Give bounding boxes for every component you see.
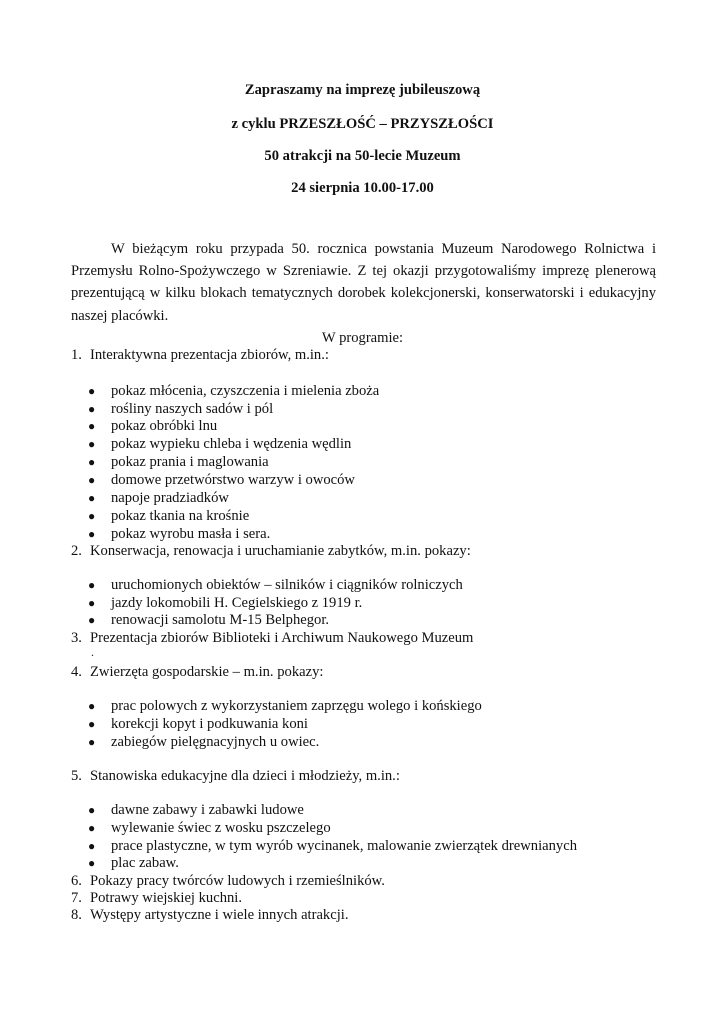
bullet-icon: ●	[88, 803, 96, 817]
program-item-2	[71, 543, 471, 561]
program-item-7	[71, 890, 242, 908]
bullet-icon: ●	[88, 821, 96, 835]
item-number: 3.	[71, 630, 82, 646]
intro-text: W bieżącym roku przypada 50. rocznica powstania Muzeum Narodowego Rolnictwa i Przemysłu Rolno-Spożywczego w Szreniawie. Z tej okazji przygotowaliśmy imprezę plenerową prezentującą w kilku blokach tematycznych dorobek kolekcjonerski, konserwatorski i edukacyjny naszej placówki.	[71, 241, 656, 324]
program-item-4	[71, 664, 323, 682]
bullet-icon: ●	[88, 509, 96, 523]
program-item-8	[71, 907, 348, 925]
item-text: Konserwacja, renowacja i uruchamianie zabytków, m.in. pokazy:	[90, 543, 471, 559]
item-text: Potrawy wiejskiej kuchni.	[90, 890, 242, 906]
list-item: ● rośliny naszych sadów i pól	[88, 401, 274, 417]
bullet-icon: ●	[88, 473, 96, 487]
list-item: ● zabiegów pielęgnacyjnych u owiec.	[88, 734, 320, 750]
bullet-icon: ●	[88, 596, 96, 610]
item-text: Interaktywna prezentacja zbiorów, m.in.:	[90, 347, 329, 363]
bullet-icon: ●	[88, 578, 96, 592]
heading-invitation: Zapraszamy na imprezę jubileuszową	[244, 82, 481, 98]
bullet-icon: ●	[88, 856, 96, 870]
heading-cycle: z cyklu PRZESZŁOŚĆ – PRZYSZŁOŚCI	[231, 116, 494, 132]
bullet-icon: ●	[88, 384, 96, 398]
list-item: ● dawne zabawy i zabawki ludowe	[88, 802, 304, 818]
program-item-5	[71, 768, 400, 786]
list-item: ● jazdy lokomobili H. Cegielskiego z 1919 r.	[88, 595, 363, 611]
list-item: ● wylewanie świec z wosku pszczelego	[88, 820, 331, 836]
item-number: 1.	[71, 347, 82, 363]
item-number: 6.	[71, 873, 82, 889]
list-item: ● pokaz tkania na krośnie	[88, 508, 250, 524]
bullet-icon: ●	[88, 735, 96, 749]
list-item: ● prace plastyczne, w tym wyrób wycinanek, malowanie zwierzątek drewnianych	[88, 838, 577, 854]
list-item: ● pokaz wypieku chleba i wędzenia wędlin	[88, 436, 352, 452]
item-text: Pokazy pracy twórców ludowych i rzemieślników.	[90, 873, 385, 889]
list-item: ● korekcji kopyt i podkuwania koni	[88, 716, 308, 732]
program-item-3	[71, 630, 473, 648]
heading-attractions: 50 atrakcji na 50-lecie Muzeum	[264, 148, 461, 164]
item-text: Występy artystyczne i wiele innych atrakcji.	[90, 907, 349, 923]
stray-period: .	[91, 645, 94, 659]
bullet-icon: ●	[88, 455, 96, 469]
item-number: 4.	[71, 664, 82, 680]
item-number: 2.	[71, 543, 82, 559]
item-text: Stanowiska edukacyjne dla dzieci i młodzieży, m.in.:	[90, 768, 400, 784]
bullet-icon: ●	[88, 613, 96, 627]
list-item: ● domowe przetwórstwo warzyw i owoców	[88, 472, 355, 488]
bullet-icon: ●	[88, 839, 96, 853]
list-item: ● pokaz prania i maglowania	[88, 454, 269, 470]
item-text: Zwierzęta gospodarskie – m.in. pokazy:	[90, 664, 324, 680]
bullet-icon: ●	[88, 491, 96, 505]
bullet-icon: ●	[88, 717, 96, 731]
item-number: 7.	[71, 890, 82, 906]
item-number: 5.	[71, 768, 82, 784]
list-item: ● plac zabaw.	[88, 855, 179, 871]
list-item: ● renowacji samolotu M-15 Belphegor.	[88, 612, 330, 628]
heading-date: 24 sierpnia 10.00-17.00	[291, 180, 434, 196]
item-text: Prezentacja zbiorów Biblioteki i Archiwum Naukowego Muzeum	[90, 630, 474, 646]
intro-paragraph	[71, 238, 656, 327]
list-item: ● napoje pradziadków	[88, 490, 229, 506]
list-item: ● pokaz obróbki lnu	[88, 418, 218, 434]
program-heading: W programie:	[321, 330, 404, 346]
bullet-icon: ●	[88, 419, 96, 433]
list-item: ● pokaz młócenia, czyszczenia i mielenia zboża	[88, 383, 380, 399]
bullet-icon: ●	[88, 699, 96, 713]
bullet-icon: ●	[88, 402, 96, 416]
bullet-icon: ●	[88, 527, 96, 541]
item-number: 8.	[71, 907, 82, 923]
program-item-6	[71, 873, 385, 891]
list-item: ● pokaz wyrobu masła i sera.	[88, 526, 271, 542]
list-item: ● uruchomionych obiektów – silników i ciągników rolniczych	[88, 577, 463, 593]
bullet-icon: ●	[88, 437, 96, 451]
list-item: ● prac polowych z wykorzystaniem zaprzęgu wolego i końskiego	[88, 698, 482, 714]
program-item-1	[71, 347, 329, 365]
